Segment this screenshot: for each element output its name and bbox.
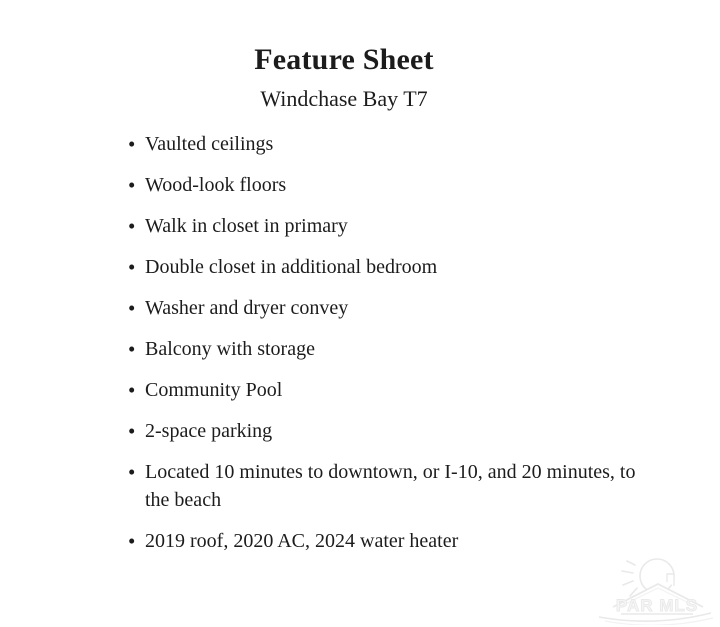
- feature-list-item: [128, 212, 642, 240]
- feature-text: 2-space parking: [145, 420, 273, 442]
- bullet-icon: •: [128, 132, 136, 156]
- bullet-icon: •: [128, 214, 136, 238]
- feature-text: Washer and dryer convey: [145, 297, 349, 319]
- bullet-icon: •: [128, 296, 136, 320]
- feature-list-item: [128, 335, 642, 363]
- feature-text: Wood-look floors: [145, 174, 287, 196]
- feature-text: Community Pool: [145, 379, 283, 401]
- feature-text: Walk in closet in primary: [145, 215, 348, 237]
- feature-list-item: [128, 130, 642, 158]
- par-mls-watermark-logo: [595, 555, 717, 625]
- feature-text: Located 10 minutes to downtown, or I-10, and 20 minutes, to the beach: [145, 461, 636, 511]
- page-title: Feature Sheet: [254, 43, 434, 76]
- bullet-icon: •: [128, 173, 136, 197]
- feature-list: [128, 130, 642, 568]
- bullet-icon: •: [128, 419, 136, 443]
- sun-rays-icon: [622, 561, 637, 596]
- bullet-icon: •: [128, 337, 136, 361]
- feature-list-item: [128, 527, 642, 555]
- bullet-icon: •: [128, 460, 136, 484]
- feature-text: 2019 roof, 2020 AC, 2024 water heater: [145, 530, 459, 552]
- feature-list-item: [128, 171, 642, 199]
- feature-list-item: [128, 417, 642, 445]
- watermark-label: PAR MLS: [615, 596, 699, 615]
- feature-list-item: [128, 294, 642, 322]
- feature-text: Vaulted ceilings: [145, 133, 274, 155]
- feature-text: Balcony with storage: [145, 338, 315, 360]
- page-subtitle: Windchase Bay T7: [260, 86, 428, 111]
- bullet-icon: •: [128, 529, 136, 553]
- feature-text: Double closet in additional bedroom: [145, 256, 438, 278]
- feature-list-item: [128, 253, 642, 281]
- document-header: [0, 0, 720, 114]
- feature-list-item: [128, 458, 642, 514]
- feature-list-item: [128, 376, 642, 404]
- chimney-icon: [667, 574, 674, 586]
- bullet-icon: •: [128, 255, 136, 279]
- bullet-icon: •: [128, 378, 136, 402]
